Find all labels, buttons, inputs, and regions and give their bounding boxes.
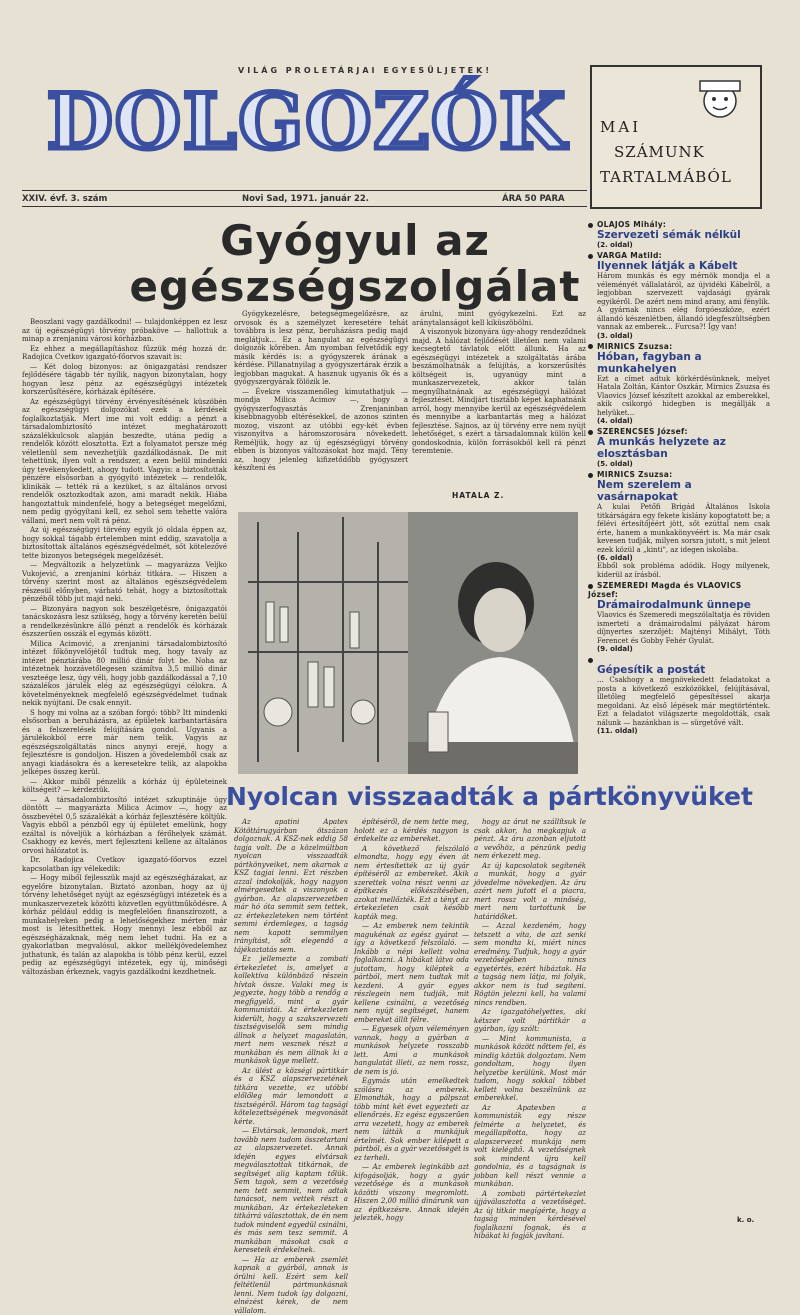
bullet-icon xyxy=(588,658,593,663)
index-author xyxy=(588,251,770,260)
index-entry xyxy=(588,220,770,249)
second-col1-paragraph: — Elvtársak, lemondok, mert tovább nem tudom összetartani az alapszervezetet. Annak idején egyes elvtársak megválasztottak titkárnak, de segítséget alig kaptam tőlük. Sem tagok, sem a vezetőség nem tett semmit, nem adtak tanácsot, nem vettek részt a munkában. Az értekezleteken titkárrá választottak, de én nem tudok mindent egyedül csinálni, és más sem tesz semmit. A munkában másokat csak a kereseteik érdekelnek. xyxy=(234,1127,348,1255)
price: ÁRA 50 PARA xyxy=(502,194,565,204)
second-article-col-1 xyxy=(234,818,348,1218)
second-headline: Nyolcan visszaadták a pártkönyvüket xyxy=(226,782,581,812)
lead-col3-paragraph: A viszonyok bizonyára úgy-ahogy rendeződnek majd. A hálózat fejlődését illetően nem valami kecsegtető távlatok előtt állunk. Ha az egészségügyi intézetek a szolgáltatás árába beszámolhatnák a felújítás, a korszerűsítés költségeit is, ugyanúgy mint a munkaszervezetek, akkor talán megnyílhatnának az egészségügyi hálózat fejlesztését. Mindjárt tisztább képet kaphatnánk arról, hogy mennyibe kerül az egészségvédelem és mennyibe a karbantartás meg a hálózat fejlesztése. Sajnos, az új törvény erre nem nyújt lehetőséget, s ezért a társadalomnak külön kell gondoskodnia, külön forrásokból kell rá pénzt teremtenie. xyxy=(412,328,586,456)
contents-box-line-1: MAI xyxy=(600,115,732,140)
masthead-title xyxy=(52,82,562,162)
contents-box-line-2: SZÁMUNK xyxy=(600,140,732,165)
lead-col1-paragraph: Az új egészségügyi törvény egyik jó oldala éppen az, hogy sokkal tágabb értelemben mint eddig, szavatolja a biztosítottak általános egészségvédelmét, sőt kötelezővé tette bizonyos betegségek megelőzését. xyxy=(22,526,227,560)
contents-box xyxy=(590,65,762,209)
lead-col3-paragraph: árulni, mint gyógykezelni. Ezt az aránytalanságot kell kiküszöbölni. xyxy=(412,310,586,327)
lead-signature: HATALA Z. xyxy=(452,491,504,500)
masthead-motto: VILÁG PROLETÁRJAI EGYESÜLJETEK! xyxy=(200,66,530,75)
index-author xyxy=(588,342,770,351)
index-body: Ezt a címet adtuk körkérdésünknek, melyet Hatala Zoltán, Kántor Oszkár, Mirnics Zsuzsa és Vlaovics József készített azokkal az emberekkel, akik csikorgó hidegben is megállják a helyüket... xyxy=(597,375,770,418)
second-col2-paragraph: — Az emberek leginkább azt kifogásolják, hogy a gyár vezetősége és a munkások közötti viszony megromlott. Hiszen 2,00 millió dinárunk van az építkezésre. Annak idején jelezték, hogy xyxy=(354,1163,469,1223)
index-page-ref: (6. oldal) xyxy=(597,554,770,562)
lead-col2-paragraph: — Évekre visszamenőleg kimutathatjuk — mondja Milica Acimov —, hogy a gyógyszerfogyasztás Zrenjaninban kisebbnagyobb eltérésekkel, de azonos szinten mozog, viszont az utóbbi egy-két évben viszonyítva a háromszorosára növekedett. Reméljük, hogy az új egészségügyi törvény ebben is bizonyos változásokat hoz majd. Tény az, hogy jelenleg kifizetődőbb gyógyszert készíteni és xyxy=(234,388,408,473)
lead-col2-paragraph: Gyógykezelésre, betegségmegelőzésre, az orvosok és a személyzet keresetére tehát továbbra is lesz pénz, beruházásra pedig majd meglátjuk... Ez a hangulat az egészségügyi dolgozók körében. Ám nyomban felvetődik egy másik kérdés is: a gyógyszerek árának a kérdése. Pillanatnyilag a gyógyszertárak érzik a legjobban magukat. A hasznuk ugyanis ők és a gyógyszergyárak fölözik le. xyxy=(234,310,408,387)
index-entry xyxy=(588,251,770,340)
index-body: A kulai Petőfi Brigád Általános Iskola titkárságára egy fekete kislány kopogtatott be; a félévi értesítőjéért jött, sőt ezúttal nem csak érte, hanem a munkakönyvéért is. Ma már csak kevesen tudják, milyen sorsra jutott, s mit jelent ezek közül a „kinti", az idegen iskolába. xyxy=(597,503,770,554)
second-col3-paragraph: A zombati pártértekezlet újjáválasztotta a vezetőséget. Az új titkár megígérte, hogy a tagság minden kérdésével foglalkozni fognak, és a hibákat ki fogják javítani. xyxy=(474,1190,586,1241)
index-author xyxy=(588,470,770,479)
index-author-text: OLAJOS Mihály: xyxy=(597,220,666,229)
second-signature: k. o. xyxy=(737,1216,754,1224)
second-col3-paragraph: — Mint kommunista, a munkások között nőttem fel, és mindig köztük dolgoztam. Nem gondoltam, hogy ilyen helyzetbe kerülünk. Most már tudom, hogy sokkal többet kellett volna beszélnünk az emberekkel. xyxy=(474,1035,586,1103)
lead-col1-paragraph: — Két dolog bizonyos: az önigazgatási rendszer fejlődésére tágabb tér nyílik, nagyon bizonytalan, hogy hogyan lesz pénz az egészségügyi intézetek korszerűsítésére, kórházak építésére. xyxy=(22,363,227,397)
index-page-ref: (5. oldal) xyxy=(597,460,770,468)
issue-number: XXIV. évf. 3. szám xyxy=(22,194,107,204)
header-rule-top xyxy=(22,190,587,191)
second-col2-paragraph: építéséről, de nem tette meg, holott ez a kérdés nagyon is érdekelte az embereket. xyxy=(354,818,469,844)
index-author-text: SZEMEREDI Magda és VLAOVICS József: xyxy=(588,581,741,599)
lead-col1-paragraph: — A társadalombiztosító intézet szkuptináje úgy döntött — magyarázta Milica Acimov —, hogy az összbevétel 0,5 százalékát a kórház fejlesztésére költjük. Vagyis ebből a pénzből egy új épületet emelünk, hogy ezáltal is növeljük a kórházban a férőhelyek számát. Csakhogy ez kevés, mert fejleszteni kellene az általános orvosi hálózatot is. xyxy=(22,796,227,856)
second-col1-paragraph: — Ha az emberek zsemlét kapnak a gyárból, annak is örülni kell. Ezért sem kell feltétlenül pártmunkásnak lenni. Nem tudok így dolgozni, elnézést kérek, de nem vállalom. xyxy=(234,1256,348,1315)
index-entry xyxy=(588,427,770,468)
index-entry xyxy=(588,581,770,653)
second-col3-paragraph: — Azzal kezdeném, hogy tetszett a vita, de azt senki sem mondta ki, miért nincs eredmény. Tudjuk, hogy a gyár vezetőségében nincs egyetértés, ezért hibáztak. Ha a tagság nem látja, mi folyik, akkor nem is tud segíteni. Rögtön jelezni kell, ha valami nincs rendben. xyxy=(474,922,586,1007)
index-page-ref: (2. oldal) xyxy=(597,241,770,249)
second-col3-paragraph: Az új kapcsolatok segítenék a munkát, hogy a gyár jövedelme növekedjen. Az áru azért nem jutott el a piacra, mert rossz volt a minőség, mert nem tartottunk be határidőket. xyxy=(474,862,586,922)
lead-col1-paragraph: Az egészségügyi törvény érvényesítésének küszöbén az egészségügyi dolgozókat ezek a kérdések foglalkoztatják. Mert ime mi volt eddig: a pénzt a társadalombiztosító intézet meghatározott százalékkulcsok alapján beszedte, utána pedig a rendelők között elosztotta. Ezt a folyamatot persze még véletlenül sem nevezhetjük gazdálkodásnak. De mit tehettünk, ilyen volt a rendszer, a ezen belül mindenki úgy tevékenykedett, ahogy tudott. Vagyis: a biztosítottak pénzére elsősorban a gyógyító intézetek — rendelők, klinikák — tették rá a kezüket, s az általános orvosi rendelők osztozkodtak azon, ami maradt nekik. Hiába hangoztattuk mindenfelé, hogy a betegséget megelőzni, nem pedig gyógyítani kell, ez sehol sem tehette valóra vállani, mert nem volt rá pénz. xyxy=(22,398,227,526)
index-title: Szervezeti sémák nélkül xyxy=(597,229,770,241)
index-body: Vlaovics és Szemeredi megszólaltatja és röviden ismerteti a drámairodalmi pályázat három díjnyertes szerzőjét: Majtényi Mihályt, Tóth Ferencet és Gobby Fehér Gyulát. xyxy=(597,611,770,645)
lead-col1-paragraph: — Megváltozik a helyzetünk — magyarázza Veljko Vukojević, a zrenjanini kórház titkára. — Hiszen a törvény szerint most az általános egészségvédelem részesül előnyben, várható tehát, hogy a biztosítottak pénzéből több jut majd neki. xyxy=(22,561,227,604)
lead-article-col-3 xyxy=(412,310,586,488)
index-title: Ilyennek látják a Kábelt xyxy=(597,260,770,272)
index-title: Hóban, fagyban a munkahelyen xyxy=(597,351,770,375)
lead-col1-paragraph: S hogy mi volna az a szóban forgó: több? Itt mindenki elsősorban a beruházásra, az épületek karbantartására és a felszerelések felújítására gondol. Ugyanis a járulékokból erre már nem telik. Vagyis az egészségszolgáltatás nincs anynyi erejé, hogy a fejlesztésre is gondoljon. Hiszen a jövedelemből csak az anyagi kiadásokra és a keresetekre telik, az alapokba jelképes összeg kerül. xyxy=(22,709,227,777)
second-col1-paragraph: Ez jellemezte a zombati értekezletet is, amelyet a kollektíva különböző részein hívtak össze. Valaki meg is jegyezte, hogy több a rendőg a megfigyelő, mint a gyár kommunistái. Az értekezleten kiderült, hogy a szakszervezeti tisztségviselők sem mindig állnak a helyzet magaslatán, mert nem vesznek részt a munkában és nem állnak ki a munkások ügye mellett. xyxy=(234,955,348,1066)
bullet-icon xyxy=(588,473,593,478)
bullet-icon xyxy=(588,223,593,228)
lead-headline-line-1: Gyógyul az xyxy=(120,218,590,264)
second-col1-paragraph: Az apatini Apatex Kötöttárugyárban ötszázan dolgoznak. A KSZ-nek eddig 58 tagja volt. De a közelmúltban nyolcan visszaadták pártkönyveiket, nem akarnak a KSZ tagjai lenni. Ezt részben azzal indokolják, hogy nagyon elmérgesedtek a viszonyok a gyárban. Az alapszervezetben már hó óta semmit sem tettek, az értekezleteken nem történt semmi érdemleges, a tagság nem kapott semmilyen irányítást, sőt elegendő a tájékoztatás sem. xyxy=(234,818,348,954)
lead-headline-line-2: egészségszolgálat xyxy=(120,264,590,310)
header-rule-bottom xyxy=(22,206,587,207)
lead-article-col-1 xyxy=(22,318,227,1218)
index-page-ref: (9. oldal) xyxy=(597,645,770,653)
second-col2-paragraph: — Egyesek olyan véleményen vannak, hogy a gyárban a munkások helyzete rosszabb lett. Ami a munkások hangulatát illeti, az nem rossz, de nem is jó. xyxy=(354,1025,469,1076)
second-col1-paragraph: Az ülést a községi pártitkár és a KSZ alapszervezetének titkára vezette, ez utóbbi előlőleg már lemondott a tisztségéről. Három tag tagsági kötelezettségének megvonását kérte. xyxy=(234,1067,348,1127)
second-col3-paragraph: hogy az árut ne szállítsuk le csak akkor, ha megkapjuk a pénzt. Az áru azonban eljutott a vevőhöz, a pénzünk pedig nem érkezett meg. xyxy=(474,818,586,861)
masthead-title-text: DOLGOZÓK xyxy=(47,76,568,166)
index-author-text: SZERENCSES József: xyxy=(597,427,688,436)
second-col2-paragraph: — Az emberek nem tekintik magukénak az egész gyárat — így a következő felszólaló. — Inkább a népi kellett volna foglalkozni. A hibákat látva oda jutottam, hogy kiléptek a pártból, mert nem tudtak mit kezdeni. A gyár egyes részlegein nem tudják, mit kellene csinálni, a vezetőség nem nyújt segítséget, hanem embereket állít félre. xyxy=(354,922,469,1024)
contents-box-line-3: TARTALMÁBÓL xyxy=(600,165,732,190)
second-article-col-3 xyxy=(474,818,586,1214)
lead-col1-paragraph: — Akkor miből pénzelik a kórház új épületeinek költségeit? — kérdeztük. xyxy=(22,778,227,795)
index-page-ref: (4. oldal) xyxy=(597,417,770,425)
bullet-icon xyxy=(588,430,593,435)
lead-article-col-2 xyxy=(234,310,408,510)
second-col3-paragraph: Az igazgatóhelyettes, aki kétszer volt pártitkár a gyárban, így szólt: xyxy=(474,1008,586,1034)
lead-headline xyxy=(120,218,590,310)
lead-col1-paragraph: Dr. Radojica Cvetkov igazgató-főorvos ezzel kapcsolatban így vélekedik: xyxy=(22,856,227,873)
second-col3-paragraph: Az Apatexben a kommunisták egy része felmérte a helyzetet, és megállapította, hogy az alapszervezet munkája nem volt kielégítő. A vezetőségnek sok mindent újra kell gondolnia, és a tagságnak is jobban kell részt vennie a munkában. xyxy=(474,1104,586,1189)
index-page-ref: (11. oldal) xyxy=(597,727,770,735)
index-author-text: VARGA Matild: xyxy=(597,251,662,260)
index-author xyxy=(588,220,770,229)
second-col2-paragraph: A következő felszólaló elmondta, hogy egy éven át nem értesítették az új gyár építéséről az embereket. Akik szerettek volna részt venni az építkezés előkészítésében, azokat mellőzték. Ezt a tényt az értekezleten csak később kapták meg. xyxy=(354,845,469,922)
lead-col1-paragraph: — Hogy miből fejlesszük majd az egészségházakat, az egyelőre bizonytalan. Biztató azonban, hogy az új törvény lehetőséget nyújt az egészségügyi intézetek és a munkaszervezetek közötti közvetlen együttműködésre. A kórház például eddig is megfelelően finanszírozott, a munkahelyeken pedig a lehetőségekhez mérten már most is létesíthettek. Hogy mennyi lesz ebből az egészségházaknak, még nem lehet tudni. Ha ez a gyakorlatban megvalósul, akkor mellékjövedelemhez juthatunk, és talán az alapokba is több pénz kerül, ezzel pedig az egészségügyi intézetek, egy új, minőségi változásban érkeznek, vagyis gazdálkodni kezdhetnek. xyxy=(22,874,227,976)
lead-col1-paragraph: Milica Acimović, a zrenjanini társadalombiztosító intézet főkönyvelőjétől tudtuk meg, hogy tavaly az intézet pénztárába 80 millió dinár folyt be. Noha az intézetnek hozzávetőlegesen számítva 3,5 millió dinár veszteége lesz, úgy véli, hogy jobb gazdálkodással a 7,10 százalékos járulék elég az egészségügyi célokra. A követelményeknek megfelelő egészségvédelmet tudnak nekik nyújtani. De csak ennyit. xyxy=(22,640,227,708)
contents-index xyxy=(588,220,770,1230)
lead-col1-paragraph: Beoszlani vagy gazdálkodni! — tulajdonképpen ez lesz az új egészségügyi törvény próbaköve — hallottuk a minap a zrenjanini városi kórházban. xyxy=(22,318,227,344)
index-body: Ebből sok probléma adódik. Hogy milyenek, kiderül az írásból. xyxy=(597,562,770,579)
index-entry xyxy=(588,655,770,735)
index-title: Drámairodalmunk ünnepe xyxy=(597,599,770,611)
index-page-ref: (3. oldal) xyxy=(597,332,770,340)
index-author xyxy=(588,655,770,664)
place-date: Novi Sad, 1971. január 22. xyxy=(242,194,369,204)
index-author xyxy=(588,427,770,436)
contents-box-text xyxy=(600,115,732,190)
lead-col1-paragraph: Ez ehhez a megállapításhoz fűzzük még hozzá dr. Radojica Cvetkov igazgató-főorvos szavait is: xyxy=(22,345,227,362)
bullet-icon xyxy=(588,344,593,349)
index-entry xyxy=(588,470,770,579)
laboratory-photo xyxy=(238,512,578,774)
index-title: Gépesítik a postát xyxy=(597,664,770,676)
index-author-text: MIRNICS Zsuzsa: xyxy=(597,342,672,351)
index-entry xyxy=(588,342,770,426)
second-col2-paragraph: Egymás után emelkedtek szólásra az emberek. Elmondták, hogy a pálpszat több mint két évet egyezteti az ellenőrzés. Ez egész egyszerűen arra vezetett, hogy az emberek nem látták a munkájuk értelmét. Sok ember kilépett a pártból, és a gyár vezetőségét is ez terheli. xyxy=(354,1077,469,1162)
bullet-icon xyxy=(588,584,593,589)
index-author-text: MIRNICS Zsuzsa: xyxy=(597,470,672,479)
lead-col1-paragraph: — Bizonyára nagyon sok beszélgetésre, önigazgatói tanácskozásra lesz szükség, hogy a törvény keretén belül a rendelkezésünkre álló pénzt a rendelők és kórházak észszerűen osszák el egymás között. xyxy=(22,605,227,639)
index-title: Nem szerelem a vasárnapokat xyxy=(597,479,770,503)
index-title: A munkás helyzete az elosztásban xyxy=(597,436,770,460)
second-article-col-2 xyxy=(354,818,469,1218)
index-body: Három munkás és egy mérnök mondja el a véleményét vállalatáról, az újvidéki Kábelről, a legjobban szervezett vajdasági gyárak egyikéről. De azért nem mind arany, ami fénylik. A gyárnak nincs elég forgóeszköze, ezért állandó készenlétben, állandó idegfeszültségben vannak az emberek... Furcsa?! Így van! xyxy=(597,272,770,332)
index-author xyxy=(588,581,770,599)
index-body: ... Csakhogy a megnövekedett feladatokat a posta a következő eszközökkel, felújításával, illetőleg megfelelő gépesítéssel akarja megoldani. Az első lépések már megtörténtek. Ezt a feladatot világszerte megoldották, csak nálunk — hazánkban is — sürgetővé vált. xyxy=(597,676,770,727)
bullet-icon xyxy=(588,254,593,259)
